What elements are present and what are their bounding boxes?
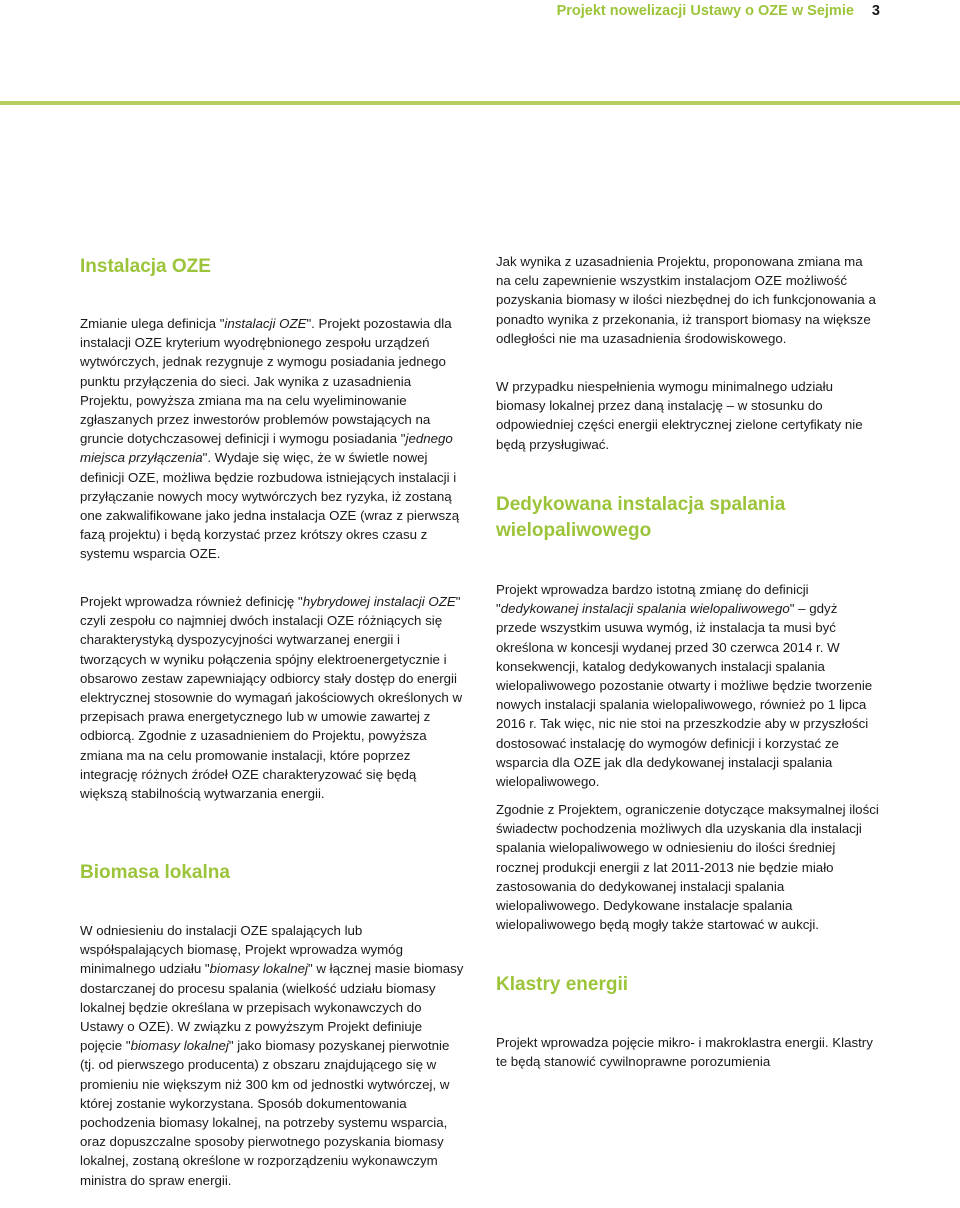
paragraph-swiadectwa-pochodzenia: Zgodnie z Projektem, ograniczenie dotyczące maksymalnej ilości świadectw pochodzenia możliwych dla uzyskania dla instalacji spalania wielopaliwowego w odniesieniu do ilości średniej rocznej produkcji energii z lat 2011-2013 nie będzie miało zastosowania do dedykowanej instalacji spalania wielopaliwowego. Dedykowane instalacje spalania wielopaliwowego będą mogły także startować w aukcji.	[496, 802, 879, 933]
heading-dedykowana-instalacja: Dedykowana instalacja spalania wielopaliwowego	[496, 494, 786, 541]
heading-biomasa-lokalna: Biomasa lokalna	[80, 862, 230, 883]
page-number: 3	[871, 3, 880, 19]
header-title-text: Projekt nowelizacji Ustawy o OZE w Sejmie	[556, 3, 854, 19]
paragraph-instalacja-definition: Zmianie ulega definicja "instalacji OZE". Projekt pozostawia dla instalacji OZE kryterium wyodrębnionego zespołu urządzeń wytwórczych, jednak rezygnuje z wymogu posiadania jednego punktu przyłączenia do sieci. Jak wynika z uzasadnienia Projektu, powyższa zmiana ma na celu wyeliminowanie zgłaszanych przez inwestorów problemów powstających na gruncie dotychczasowej definicji i wymogu posiadania "jednego miejsca przyłączenia". Wydaje się więc, że w świetle nowej definicji OZE, możliwa będzie rozbudowa istniejących instalacji i przyłączanie nowych mocy wytwórczych bez ryzyka, iż zostaną one zakwalifikowane jako jedna instalacja OZE (wraz z pierwszą fazą projektu) i będą korzystać przez krótszy okres czasu z systemu wsparcia OZE.	[80, 316, 460, 562]
paragraph-klastry-energii: Projekt wprowadza pojęcie mikro- i makroklastra energii. Klastry te będą stanowić cywilnoprawne porozumienia	[496, 1035, 873, 1070]
heading-klastry-energii: Klastry energii	[496, 974, 628, 995]
paragraph-hybrydowa-instalacja: Projekt wprowadza również definicję "hybrydowej instalacji OZE" czyli zespołu co najmniej dwóch instalacji OZE różniących się charakterystyką dyspozycyjności wytwarzanej energii i tworzących w wyniku połączenia spójny elektroenergetycznie i obsarowo zestaw zapewniający odbiorcy stały dostęp do energii elektrycznej stosownie do wymagań jakościowych określonych w przepisach prawa energetycznego lub w umowie zawartej z odbiorcą. Zgodnie z uzasadnieniem do Projektu, powyższa zmiana ma na celu promowanie instalacji, które poprzez integrację różnych źródeł OZE charakteryzować się będą większą stabilnością wytwarzania energii.	[80, 594, 463, 802]
heading-instalacja-oze: Instalacja OZE	[80, 256, 211, 277]
paragraph-dedykowana-definicja: Projekt wprowadza bardzo istotną zmianę do definicji "dedykowanej instalacji spalania wielopaliwowego" – gdyż przede wszystkim usuwa wymóg, iż instalacja ta musi być określona w koncesji wydanej przed 30 czerwca 2014 r. W konsekwencji, katalog dedykowanych instalacji spalania wielopaliwowego pozostanie otwarty i możliwe będzie tworzenie nowych instalacji spalania wielopaliwowego, również po 1 lipca 2016 r. Tak więc, nic nie stoi na przeszkodzie aby w przyszłości dostosować instalację do wymogów definicji i korzystać ze wsparcia dla OZE jak dla dedykowanej instalacji spalania wielopaliwowego.	[496, 582, 873, 790]
paragraph-biomasa-lokalna: W odniesieniu do instalacji OZE spalających lub współspalających biomasę, Projekt wprowadza wymóg minimalnego udziału "biomasy lokalnej" w łącznej masie biomasy dostarczanej do procesu spalania (wielkość udziału biomasy lokalnej będzie określana w przepisach wykonawczych do Ustawy o OZE). W związku z powyższym Projekt definiuje pojęcie "biomasy lokalnej" jako biomasy pozyskanej pierwotnie (tj. od pierwszego producenta) z obszaru znajdującego się w promieniu nie większym niż 300 km od jednostki wytwórczej, w której zostanie wykorzystana. Sposób dokumentowania pochodzenia biomasy lokalnej, na potrzeby systemu wsparcia, oraz dopuszczalne sposoby pierwotnego pozyskania biomasy lokalnej, zostaną określone w rozporządzeniu wykonawczym ministra do spraw energii.	[80, 923, 464, 1188]
paragraph-biomasa-uzasadnienie: Jak wynika z uzasadnienia Projektu, proponowana zmiana ma na celu zapewnienie wszystkim instalacjom OZE możliwość pozyskania biomasy w ilości niezbędnej do ich funkcjonowania a ponadto wynika z przekonania, iż transport biomasy na większe odległości nie ma uzasadnienia środowiskowego.	[496, 254, 876, 346]
paragraph-zielone-certyfikaty: W przypadku niespełnienia wymogu minimalnego udziału biomasy lokalnej przez daną instalację – w stosunku do odpowiedniej części energii elektrycznej zielone certyfikaty nie będą przysługiwać.	[496, 379, 863, 452]
header-rule	[0, 101, 960, 105]
header-title	[557, 3, 880, 19]
